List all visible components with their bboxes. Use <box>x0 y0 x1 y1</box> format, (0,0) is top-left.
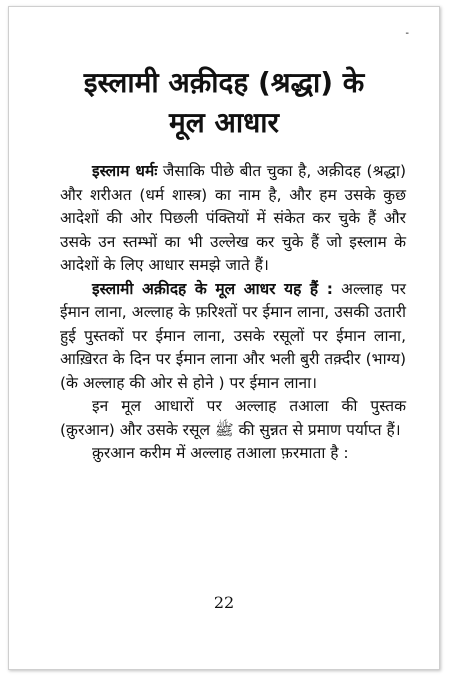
paragraph-2-text: अल्लाह पर ईमान लाना, अल्लाह के फ़रिश्तों पर ईमान लाना, उसकी उतारी हुई पुस्तकों पर ईमान लाना, उसके रसूलों पर ईमान लाना, आख़िरत के दिन पर ईमान लाना और भली बुरी तक़्दीर (भाग्य) (के अल्लाह की ओर से होने ) पर ईमान लाना। <box>60 279 406 392</box>
corner-mark: - <box>405 28 409 39</box>
book-page <box>8 6 440 670</box>
paragraph-1-lead: इस्लाम धर्मः <box>92 162 158 180</box>
paragraph-1-text: जैसाकि पीछे बीत चुका है, अक़ीदह (श्रद्धा) और शरीअत (धर्म शास्त्र) का नाम है, और हम उसके कुछ आदेशों की ओर पिछली पंक्तियों में संकेत कर चुके हैं और उसके उन स्तम्भों का भी उल्लेख कर चुके हैं जो इस्लाम के आदेशों के लिए आधार समझे जाते हैं। <box>60 162 406 274</box>
paragraph-3-text: इन मूल आधारों पर अल्लाह तआला की पुस्तक (क़ुरआन) और उसके रसूल ﷺ की सुन्नत से प्रमाण पर्याप्त हैं। <box>60 397 406 439</box>
paragraph-2 <box>60 278 406 396</box>
paragraph-4 <box>60 442 406 466</box>
chapter-title-line-2: मूल आधार <box>168 106 280 139</box>
paragraph-1 <box>60 160 406 278</box>
paragraph-3 <box>60 395 406 442</box>
chapter-title <box>9 63 439 143</box>
paragraph-2-lead: इस्लामी अक़ीदह के मूल आधर यह हैं : <box>92 279 333 298</box>
chapter-title-line-1: इस्लामी अक़ीदह (श्रद्धा) के <box>83 66 365 99</box>
body-text <box>60 160 406 466</box>
paragraph-4-text: क़ुरआन करीम में अल्लाह तआला फ़रमाता है : <box>92 444 349 462</box>
page-number: 22 <box>213 593 235 612</box>
